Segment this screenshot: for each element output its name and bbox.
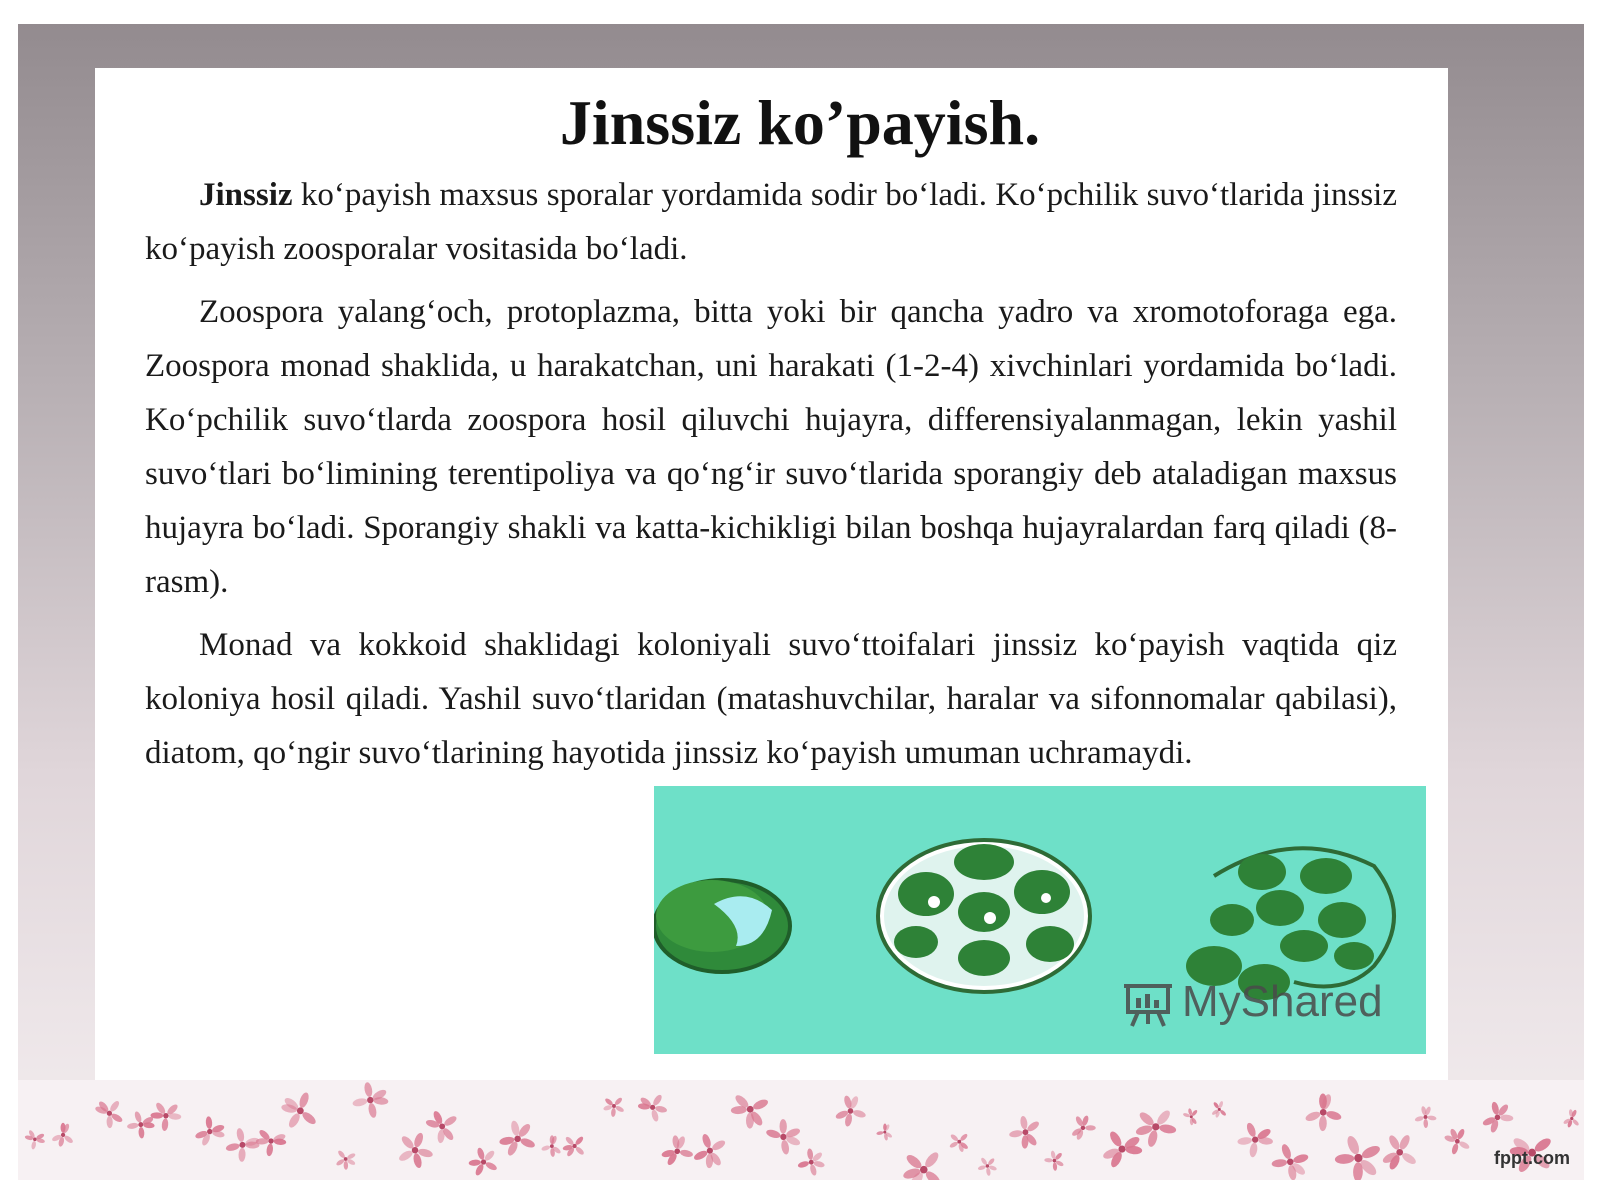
flower-motif (638, 1093, 668, 1122)
presentation-board-icon (1122, 976, 1174, 1028)
flower-motif (24, 1129, 45, 1149)
flower-motif (425, 1110, 458, 1144)
floral-border (18, 1080, 1584, 1180)
flower-motif (1271, 1143, 1309, 1180)
flower-motif (94, 1099, 123, 1128)
flower-motif (949, 1133, 969, 1153)
flower-motif (51, 1123, 74, 1147)
watermark-text: MyShared (1182, 977, 1383, 1026)
flower-motif (541, 1135, 562, 1157)
flower-motif (1102, 1130, 1143, 1169)
flower-motif (603, 1096, 625, 1117)
flower-motif (397, 1132, 433, 1169)
flower-motif (1044, 1150, 1064, 1171)
paragraph-1-bold-lead: Jinssiz (199, 177, 293, 213)
paragraph-1 (145, 168, 1397, 276)
flower-motif (876, 1124, 893, 1141)
flower-motif (1183, 1108, 1199, 1125)
flower-motif (835, 1095, 867, 1127)
flower-motif (1381, 1134, 1417, 1171)
flower-motif (731, 1093, 770, 1129)
slide-title: Jinssiz ko’payish. (559, 87, 1041, 158)
flower-motif (256, 1128, 287, 1156)
flower-motif (335, 1149, 356, 1169)
flower-motif (661, 1135, 694, 1167)
flower-motif (562, 1135, 585, 1157)
flower-motif (1009, 1115, 1041, 1148)
floral-pattern (18, 1080, 1584, 1180)
flower-motif (281, 1091, 318, 1129)
footer-credit[interactable]: fppt.com (1494, 1148, 1570, 1168)
flower-motif (1071, 1115, 1096, 1141)
flower-motif (150, 1101, 181, 1131)
paragraph-2: Zoospora yalang‘och, protoplazma, bitta yoki bir qancha yadro va xromotoforaga ega. Zoospora monad shaklida, u harakatchan, uni harakati (1-2-4) xivchinlari yordamida bo‘ladi. Ko‘pchilik suvo‘tlarda zoospora hosil qiluvchi hujayra, differensiyalanmagan, lekin yashil suvo‘tlari bo‘limining terentipoliya va qo‘ng‘ir suvo‘tlarida sporangiy deb ataladigan maxsus hujayra bo‘ladi. Sporangiy shakli va katta-kichikligi bilan boshqa hujayralardan farq qiladi (8-rasm). (145, 294, 1397, 600)
flower-motif (1135, 1108, 1177, 1148)
paragraph-1-text: ko‘payish maxsus sporalar yordamida sodir bo‘ladi. Ko‘pchilik suvo‘tlarida jinssiz ko‘payish zoosporalar vositasida bo‘ladi. (145, 177, 1397, 267)
flower-motif (693, 1133, 727, 1168)
flower-motif (1335, 1134, 1382, 1180)
flower-motif (194, 1116, 225, 1147)
flower-motif (1482, 1101, 1514, 1133)
flower-motif (765, 1119, 801, 1155)
flower-motif (1444, 1128, 1471, 1155)
flower-motif (1237, 1122, 1273, 1158)
flower-motif (797, 1148, 825, 1176)
flower-motif (1563, 1109, 1580, 1128)
flower-motif (499, 1120, 536, 1157)
flower-motif (225, 1127, 260, 1161)
watermark (1122, 972, 1383, 1032)
flower-motif (1414, 1106, 1436, 1128)
flower-motif (977, 1157, 997, 1176)
flower-motif (1304, 1093, 1342, 1131)
paragraph-3: Monad va kokkoid shaklidagi koloniyali suvo‘ttoifalari jinssiz ko‘payish vaqtida qiz koloniya hosil qiladi. Yashil suvo‘tlaridan (matashuvchilar, haralar va sifonnomalar qabilasi), diatom, qo‘ngir suvo‘tlarining hayotida jinssiz ko‘payish umuman uchramaydi. (145, 627, 1397, 771)
flower-motif (352, 1082, 389, 1119)
flower-motif (902, 1150, 943, 1180)
flower-motif (1211, 1101, 1227, 1119)
flower-motif (468, 1147, 498, 1177)
